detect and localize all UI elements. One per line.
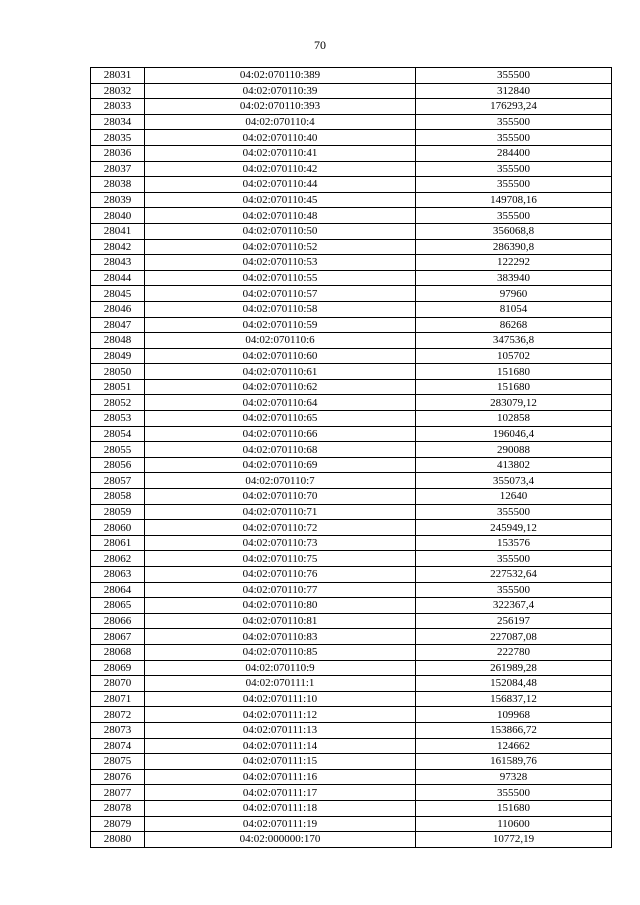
table-row (91, 785, 612, 801)
value-cell: 283079,12 (416, 395, 612, 411)
row-number-cell: 28075 (91, 754, 145, 770)
cadastral-number-cell: 04:02:070110:64 (145, 395, 416, 411)
table-row (91, 68, 612, 84)
table-row (91, 145, 612, 161)
value-cell: 109968 (416, 707, 612, 723)
value-cell: 161589,76 (416, 754, 612, 770)
row-number-cell: 28040 (91, 208, 145, 224)
cadastral-number-cell: 04:02:070110:53 (145, 255, 416, 271)
row-number-cell: 28069 (91, 660, 145, 676)
table-row (91, 270, 612, 286)
value-cell: 355500 (416, 130, 612, 146)
cadastral-number-cell: 04:02:070110:393 (145, 99, 416, 115)
row-number-cell: 28042 (91, 239, 145, 255)
table-row (91, 192, 612, 208)
row-number-cell: 28048 (91, 333, 145, 349)
table-row (91, 832, 612, 848)
table-row (91, 769, 612, 785)
row-number-cell: 28043 (91, 255, 145, 271)
cadastral-number-cell: 04:02:070110:44 (145, 177, 416, 193)
row-number-cell: 28041 (91, 223, 145, 239)
table-row (91, 333, 612, 349)
row-number-cell: 28033 (91, 99, 145, 115)
cadastral-number-cell: 04:02:070110:73 (145, 535, 416, 551)
cadastral-number-cell: 04:02:070110:48 (145, 208, 416, 224)
value-cell: 322367,4 (416, 598, 612, 614)
value-cell: 355500 (416, 114, 612, 130)
table-row (91, 613, 612, 629)
cadastral-number-cell: 04:02:070110:50 (145, 223, 416, 239)
cadastral-number-cell: 04:02:070110:6 (145, 333, 416, 349)
cadastral-number-cell: 04:02:070110:41 (145, 145, 416, 161)
cadastral-number-cell: 04:02:070110:81 (145, 613, 416, 629)
value-cell: 105702 (416, 348, 612, 364)
table-row (91, 83, 612, 99)
cadastral-number-cell: 04:02:070111:18 (145, 800, 416, 816)
cadastral-number-cell: 04:02:070110:83 (145, 629, 416, 645)
value-cell: 290088 (416, 442, 612, 458)
row-number-cell: 28068 (91, 644, 145, 660)
row-number-cell: 28046 (91, 301, 145, 317)
value-cell: 355500 (416, 177, 612, 193)
value-cell: 355500 (416, 582, 612, 598)
row-number-cell: 28054 (91, 426, 145, 442)
cadastral-number-cell: 04:02:070110:66 (145, 426, 416, 442)
table-row (91, 379, 612, 395)
value-cell: 151680 (416, 379, 612, 395)
table-row (91, 676, 612, 692)
table-row (91, 223, 612, 239)
row-number-cell: 28063 (91, 567, 145, 583)
table-row (91, 348, 612, 364)
table-row (91, 457, 612, 473)
cadastral-number-cell: 04:02:070110:389 (145, 68, 416, 84)
value-cell: 176293,24 (416, 99, 612, 115)
table-row (91, 442, 612, 458)
row-number-cell: 28031 (91, 68, 145, 84)
row-number-cell: 28060 (91, 520, 145, 536)
cadastral-number-cell: 04:02:070110:4 (145, 114, 416, 130)
cadastral-number-cell: 04:02:070110:58 (145, 301, 416, 317)
table-row (91, 660, 612, 676)
cadastral-number-cell: 04:02:070111:15 (145, 754, 416, 770)
table-row (91, 707, 612, 723)
cadastral-number-cell: 04:02:070110:7 (145, 473, 416, 489)
row-number-cell: 28044 (91, 270, 145, 286)
value-cell: 97960 (416, 286, 612, 302)
value-cell: 355500 (416, 161, 612, 177)
value-cell: 124662 (416, 738, 612, 754)
row-number-cell: 28047 (91, 317, 145, 333)
value-cell: 355073,4 (416, 473, 612, 489)
cadastral-number-cell: 04:02:070110:62 (145, 379, 416, 395)
cadastral-number-cell: 04:02:070110:61 (145, 364, 416, 380)
row-number-cell: 28058 (91, 489, 145, 505)
row-number-cell: 28055 (91, 442, 145, 458)
table-row (91, 629, 612, 645)
row-number-cell: 28067 (91, 629, 145, 645)
value-cell: 355500 (416, 68, 612, 84)
row-number-cell: 28052 (91, 395, 145, 411)
table-row (91, 411, 612, 427)
row-number-cell: 28049 (91, 348, 145, 364)
cadastral-number-cell: 04:02:070111:16 (145, 769, 416, 785)
cadastral-number-cell: 04:02:000000:170 (145, 832, 416, 848)
row-number-cell: 28036 (91, 145, 145, 161)
cadastral-number-cell: 04:02:070111:1 (145, 676, 416, 692)
value-cell: 81054 (416, 301, 612, 317)
row-number-cell: 28079 (91, 816, 145, 832)
table-row (91, 520, 612, 536)
table-row (91, 582, 612, 598)
value-cell: 261989,28 (416, 660, 612, 676)
cadastral-number-cell: 04:02:070111:13 (145, 722, 416, 738)
cadastral-number-cell: 04:02:070111:17 (145, 785, 416, 801)
table-row (91, 114, 612, 130)
row-number-cell: 28057 (91, 473, 145, 489)
table-row (91, 567, 612, 583)
row-number-cell: 28080 (91, 832, 145, 848)
cadastral-number-cell: 04:02:070110:85 (145, 644, 416, 660)
row-number-cell: 28053 (91, 411, 145, 427)
row-number-cell: 28062 (91, 551, 145, 567)
table-row (91, 800, 612, 816)
value-cell: 151680 (416, 364, 612, 380)
row-number-cell: 28065 (91, 598, 145, 614)
cadastral-number-cell: 04:02:070110:72 (145, 520, 416, 536)
value-cell: 286390,8 (416, 239, 612, 255)
row-number-cell: 28071 (91, 691, 145, 707)
row-number-cell: 28034 (91, 114, 145, 130)
value-cell: 153576 (416, 535, 612, 551)
row-number-cell: 28037 (91, 161, 145, 177)
row-number-cell: 28061 (91, 535, 145, 551)
value-cell: 222780 (416, 644, 612, 660)
row-number-cell: 28032 (91, 83, 145, 99)
table-row (91, 738, 612, 754)
row-number-cell: 28077 (91, 785, 145, 801)
value-cell: 227087,08 (416, 629, 612, 645)
row-number-cell: 28066 (91, 613, 145, 629)
table-row (91, 177, 612, 193)
row-number-cell: 28038 (91, 177, 145, 193)
value-cell: 102858 (416, 411, 612, 427)
cadastral-number-cell: 04:02:070110:39 (145, 83, 416, 99)
cadastral-number-cell: 04:02:070110:57 (145, 286, 416, 302)
table-row (91, 473, 612, 489)
table-row (91, 208, 612, 224)
value-cell: 227532,64 (416, 567, 612, 583)
value-cell: 156837,12 (416, 691, 612, 707)
row-number-cell: 28050 (91, 364, 145, 380)
table-row (91, 691, 612, 707)
table-row (91, 99, 612, 115)
page-number: 70 (314, 38, 326, 52)
row-number-cell: 28064 (91, 582, 145, 598)
table-row (91, 255, 612, 271)
cadastral-value-table (90, 67, 612, 848)
cadastral-number-cell: 04:02:070111:14 (145, 738, 416, 754)
value-cell: 413802 (416, 457, 612, 473)
table-row (91, 816, 612, 832)
cadastral-number-cell: 04:02:070110:52 (145, 239, 416, 255)
row-number-cell: 28056 (91, 457, 145, 473)
value-cell: 12640 (416, 489, 612, 505)
row-number-cell: 28072 (91, 707, 145, 723)
value-cell: 347536,8 (416, 333, 612, 349)
table-row (91, 286, 612, 302)
value-cell: 355500 (416, 208, 612, 224)
row-number-cell: 28078 (91, 800, 145, 816)
table-row (91, 504, 612, 520)
value-cell: 356068,8 (416, 223, 612, 239)
value-cell: 355500 (416, 785, 612, 801)
value-cell: 151680 (416, 800, 612, 816)
value-cell: 196046,4 (416, 426, 612, 442)
value-cell: 355500 (416, 504, 612, 520)
table-row (91, 722, 612, 738)
table-row (91, 598, 612, 614)
cadastral-number-cell: 04:02:070110:9 (145, 660, 416, 676)
value-cell: 110600 (416, 816, 612, 832)
cadastral-number-cell: 04:02:070110:70 (145, 489, 416, 505)
table-row (91, 130, 612, 146)
table-row (91, 426, 612, 442)
table-body (91, 68, 612, 848)
table-row (91, 239, 612, 255)
table-row (91, 644, 612, 660)
cadastral-number-cell: 04:02:070110:80 (145, 598, 416, 614)
value-cell: 256197 (416, 613, 612, 629)
table-row (91, 754, 612, 770)
cadastral-number-cell: 04:02:070110:68 (145, 442, 416, 458)
cadastral-number-cell: 04:02:070110:71 (145, 504, 416, 520)
row-number-cell: 28045 (91, 286, 145, 302)
row-number-cell: 28076 (91, 769, 145, 785)
table-row (91, 489, 612, 505)
table-row (91, 161, 612, 177)
value-cell: 383940 (416, 270, 612, 286)
cadastral-number-cell: 04:02:070110:59 (145, 317, 416, 333)
cadastral-number-cell: 04:02:070110:60 (145, 348, 416, 364)
cadastral-number-cell: 04:02:070110:45 (145, 192, 416, 208)
table-row (91, 301, 612, 317)
value-cell: 97328 (416, 769, 612, 785)
value-cell: 245949,12 (416, 520, 612, 536)
row-number-cell: 28035 (91, 130, 145, 146)
value-cell: 122292 (416, 255, 612, 271)
row-number-cell: 28073 (91, 722, 145, 738)
cadastral-number-cell: 04:02:070110:77 (145, 582, 416, 598)
table-row (91, 364, 612, 380)
row-number-cell: 28074 (91, 738, 145, 754)
cadastral-number-cell: 04:02:070110:65 (145, 411, 416, 427)
table-row (91, 395, 612, 411)
row-number-cell: 28059 (91, 504, 145, 520)
cadastral-number-cell: 04:02:070111:19 (145, 816, 416, 832)
table-row (91, 317, 612, 333)
cadastral-number-cell: 04:02:070111:12 (145, 707, 416, 723)
value-cell: 86268 (416, 317, 612, 333)
table-row (91, 535, 612, 551)
value-cell: 10772,19 (416, 832, 612, 848)
table-row (91, 551, 612, 567)
cadastral-number-cell: 04:02:070110:75 (145, 551, 416, 567)
cadastral-number-cell: 04:02:070110:55 (145, 270, 416, 286)
value-cell: 149708,16 (416, 192, 612, 208)
cadastral-number-cell: 04:02:070111:10 (145, 691, 416, 707)
cadastral-number-cell: 04:02:070110:76 (145, 567, 416, 583)
row-number-cell: 28039 (91, 192, 145, 208)
cadastral-number-cell: 04:02:070110:40 (145, 130, 416, 146)
row-number-cell: 28051 (91, 379, 145, 395)
cadastral-number-cell: 04:02:070110:42 (145, 161, 416, 177)
value-cell: 153866,72 (416, 722, 612, 738)
value-cell: 312840 (416, 83, 612, 99)
value-cell: 152084,48 (416, 676, 612, 692)
row-number-cell: 28070 (91, 676, 145, 692)
value-cell: 284400 (416, 145, 612, 161)
cadastral-number-cell: 04:02:070110:69 (145, 457, 416, 473)
value-cell: 355500 (416, 551, 612, 567)
